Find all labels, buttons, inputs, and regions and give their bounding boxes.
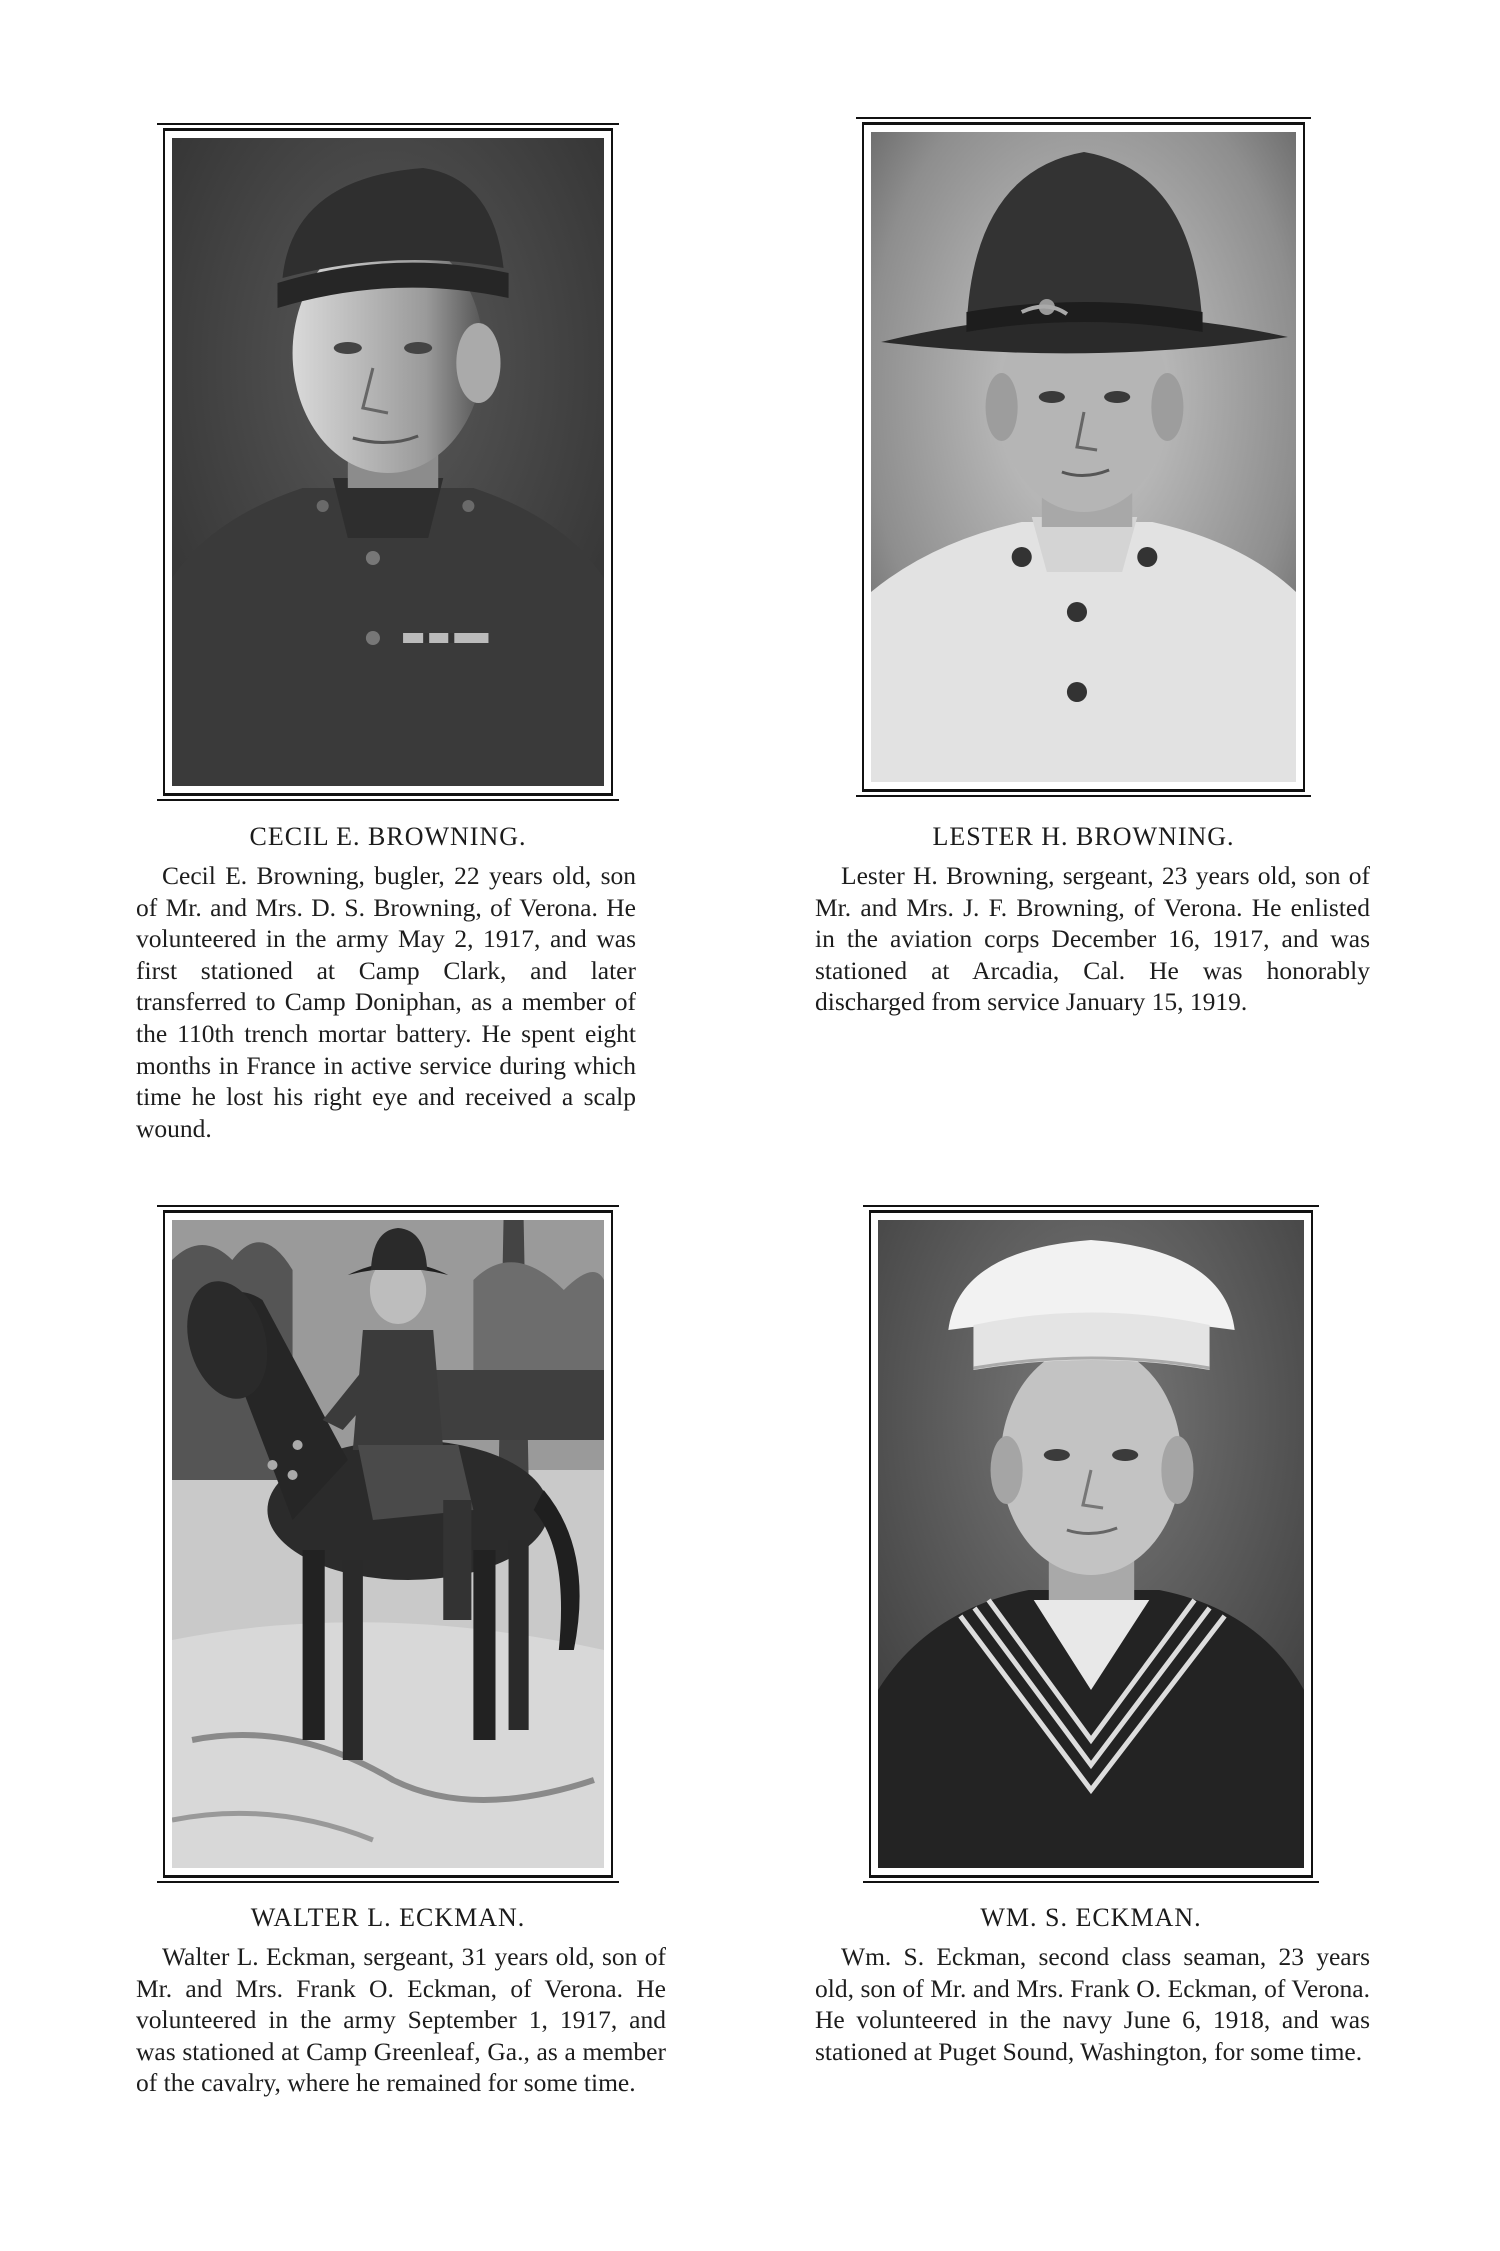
soldier-portrait-image <box>871 132 1296 782</box>
biography-text: Lester H. Browning, sergeant, 23 years old, son of Mr. and Mrs. J. F. Browning, of Verona. He enlisted in the aviation corps December 16, 1917, and was stationed at Arcadia, Cal. He was honorably discharged from service January 15, 1919. <box>815 861 1370 1017</box>
sailor-portrait-image <box>878 1220 1304 1868</box>
soldier-biography <box>136 860 636 1144</box>
biography-text: Wm. S. Eckman, second class seaman, 23 years old, son of Mr. and Mrs. Frank O. Eckman, of Verona. He volunteered in the navy June 6, 1918, and was stationed at Puget Sound, Washington, for some time. <box>815 1942 1370 2066</box>
portrait-walter-eckman <box>163 1210 613 1878</box>
soldier-biography <box>815 1941 1370 2067</box>
portrait-cecil-browning <box>163 128 613 796</box>
soldier-biography <box>815 860 1370 1018</box>
portrait-wm-eckman <box>869 1210 1313 1878</box>
biography-text: Cecil E. Browning, bugler, 22 years old, son of Mr. and Mrs. D. S. Browning, of Verona. He volunteered in the army May 2, 1917, and was first stationed at Camp Clark, and later transferred to Camp Doniphan, as a member of the 110th trench mortar battery. He spent eight months in France in active service during which time he lost his right eye and received a scalp wound. <box>136 861 636 1143</box>
soldier-biography <box>136 1941 666 2099</box>
soldier-portrait-image <box>172 138 604 786</box>
cavalry-horseback-image <box>172 1220 604 1868</box>
biography-text: Walter L. Eckman, sergeant, 31 years old, son of Mr. and Mrs. Frank O. Eckman, of Verona. He volunteered in the army September 1, 1917, and was stationed at Camp Greenleaf, Ga., as a member of the cavalry, where he remained for some time. <box>136 1942 666 2098</box>
portrait-lester-browning <box>862 122 1305 792</box>
soldier-name-heading: LESTER H. BROWNING. <box>932 822 1235 851</box>
soldier-name-heading: WM. S. ECKMAN. <box>980 1903 1202 1932</box>
soldier-name-heading: CECIL E. BROWNING. <box>249 822 527 851</box>
soldier-name-heading: WALTER L. ECKMAN. <box>250 1903 526 1932</box>
